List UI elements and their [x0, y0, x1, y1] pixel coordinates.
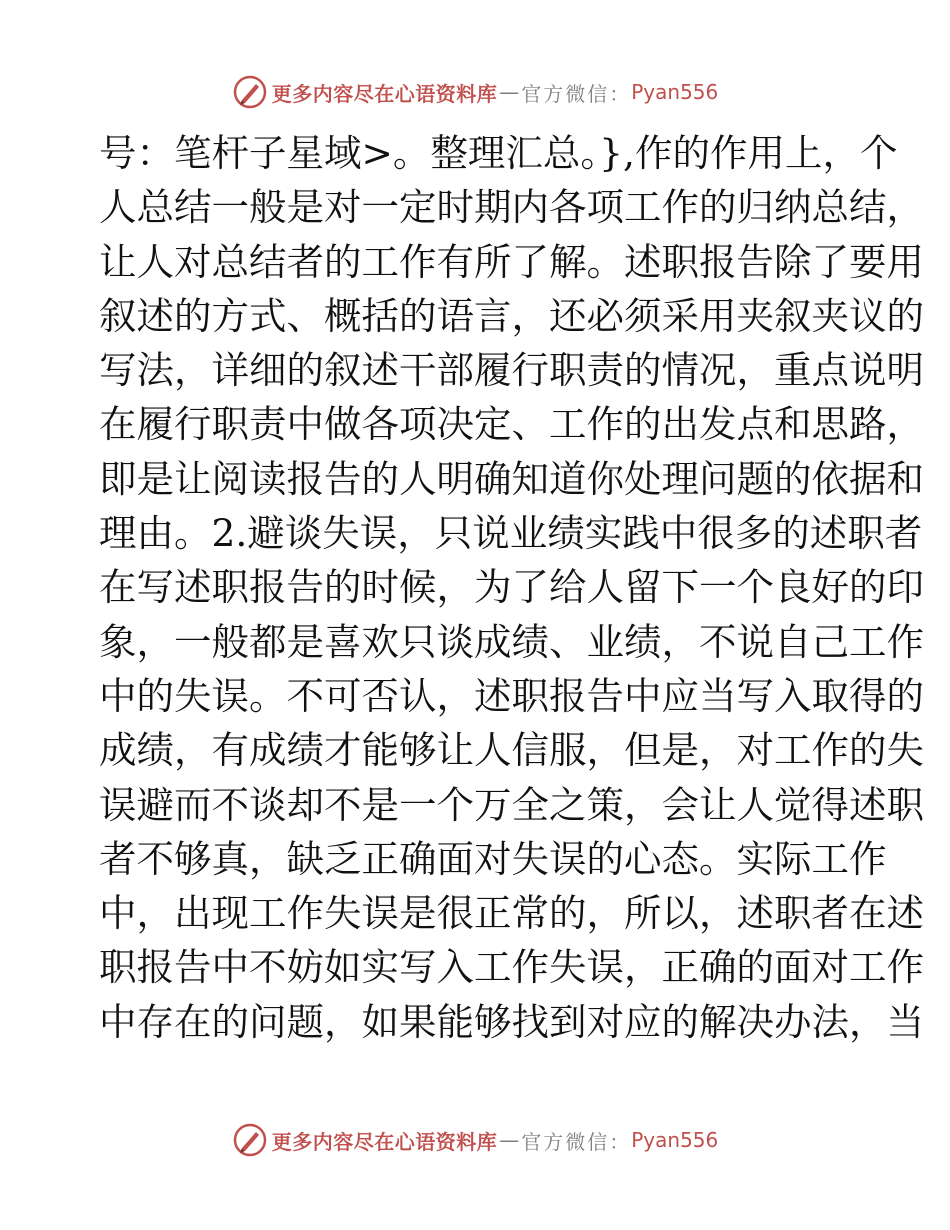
text-line: 在履行职责中做各项决定、工作的出发点和思路， — [99, 402, 924, 447]
text-line: 人总结一般是对一定时期内各项工作的归纳总结， — [99, 185, 924, 230]
text-line: 者不够真，缺乏正确面对失误的心态。实际工作 — [99, 836, 887, 881]
text-line: 误避而不谈却不是一个万全之策，会让人觉得述职 — [99, 782, 924, 827]
text-line: 中，出现工作失误是很正常的，所以，述职者在述 — [99, 891, 924, 936]
text-line: 职报告中不妨如实写入工作失误，正确的面对工作 — [99, 945, 924, 990]
pen-logo-icon — [232, 1122, 268, 1158]
text-line: 即是让阅读报告的人明确知道你处理问题的依据和 — [99, 456, 924, 501]
watermark-dash: — — [499, 1128, 520, 1152]
text-line: 中存在的问题，如果能够找到对应的解决办法，当 — [99, 999, 924, 1044]
text-line: 号：笔杆子星域>。整理汇总。},作的作用上，个 — [99, 131, 898, 175]
document-body — [99, 126, 924, 1049]
pen-logo-icon — [232, 74, 268, 110]
text-line: 中的失误。不可否认，述职报告中应当写入取得的 — [99, 673, 924, 718]
text-line: 理由。2.避谈失误，只说业绩实践中很多的述职者 — [99, 511, 923, 556]
text-line: 在写述职报告的时候，为了给人留下一个良好的印 — [99, 565, 924, 610]
text-line: 象，一般都是喜欢只谈成绩、业绩，不说自己工作 — [99, 619, 924, 664]
text-line: 让人对总结者的工作有所了解。述职报告除了要用 — [99, 239, 924, 284]
footer-watermark — [0, 1120, 950, 1160]
watermark-dash: — — [499, 80, 520, 104]
watermark-wechat-id: Pyan556 — [631, 80, 719, 104]
watermark-site-text: 更多内容尽在心语资料库 — [271, 81, 498, 106]
text-line: 成绩，有成绩才能够让人信服，但是，对工作的失 — [99, 728, 924, 773]
watermark-site-text: 更多内容尽在心语资料库 — [271, 1129, 498, 1154]
watermark-wechat-id: Pyan556 — [631, 1128, 719, 1152]
text-line: 叙述的方式、概括的语言，还必须采用夹叙夹议的 — [99, 293, 924, 338]
watermark-wechat-label: 官方微信： — [521, 1129, 632, 1154]
text-line: 写法，详细的叙述干部履行职责的情况，重点说明 — [99, 348, 924, 393]
header-watermark — [0, 72, 950, 112]
watermark-wechat-label: 官方微信： — [521, 81, 632, 106]
